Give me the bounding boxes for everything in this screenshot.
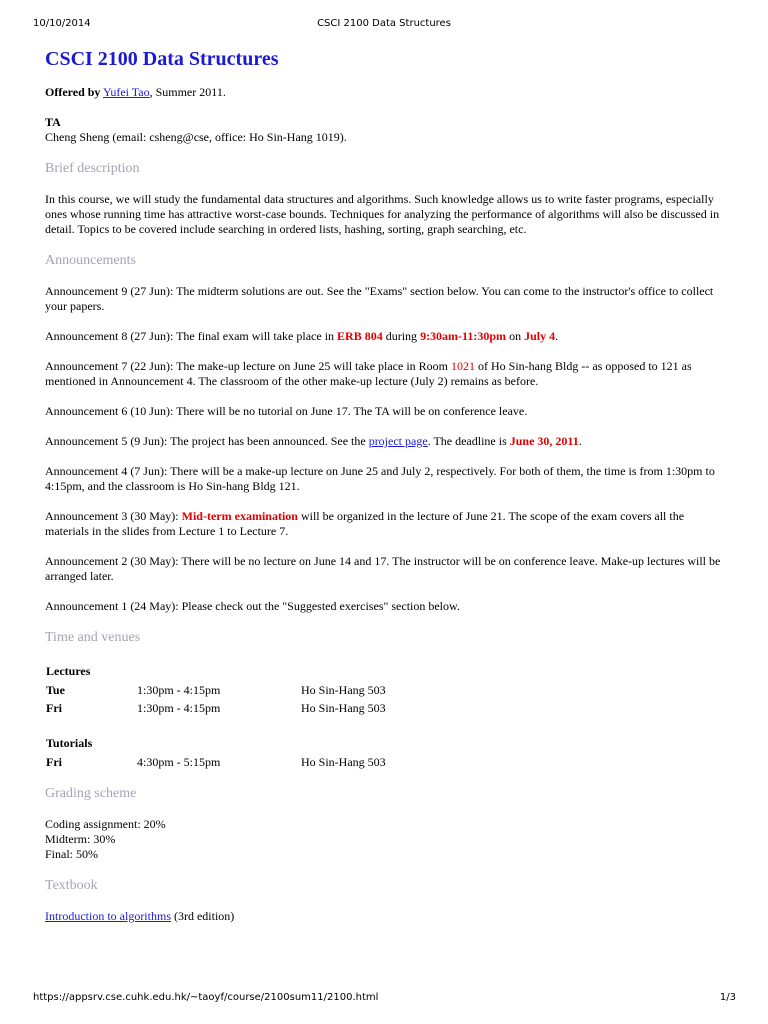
section-time-venues: Time and venues: [45, 630, 141, 645]
offered-label: Offered by: [45, 85, 101, 99]
announcement-9: Announcement 9 (27 Jun): The midterm solutions are out. See the "Exams" section below. You can come to the instructor's office to collect your papers.: [45, 284, 714, 313]
brief-text: In this course, we will study the fundamental data structures and algorithms. Such knowledge allows us to write faster programs, especially ones whose running time has attractive worst-case bounds. Techniques for analyzing the performance of algorithms will also be discussed in detail. Topics to be covered include searching in ordered lists, hashing, sorting, graph searching, etc.: [45, 192, 720, 236]
print-header: [0, 18, 768, 32]
ann8-time: 9:30am-11:30pm: [420, 329, 507, 343]
textbook-link[interactable]: Introduction to algorithms: [45, 909, 171, 923]
schedule-venue: Ho Sin-Hang 503: [301, 700, 386, 715]
announcement-8: [45, 329, 731, 344]
section-brief-description: Brief description: [45, 161, 140, 176]
announcement-2: Announcement 2 (30 May): There will be no lecture on June 14 and 17. The instructor will be on conference leave. Make-up lectures will be arranged later.: [45, 554, 721, 583]
print-footer: [0, 992, 768, 1006]
lectures-table: [46, 661, 386, 717]
ann8-text-3: on: [506, 329, 525, 343]
ann7-text-2: of Ho Sin-hang Bldg -- as opposed to 121 as mentioned in Announcement 4. The classroom of the other make-up lecture (July 2) remains as before.: [45, 359, 692, 388]
tutorials-table: [46, 733, 386, 771]
offered-line: [45, 85, 731, 100]
table-row: [46, 753, 386, 771]
ann3-text: Announcement 3 (30 May):: [45, 509, 182, 523]
project-page-link[interactable]: project page: [368, 434, 428, 448]
section-grading-scheme: Grading scheme: [45, 786, 137, 801]
ann8-text-4: .: [555, 329, 559, 343]
section-announcements: Announcements: [45, 253, 136, 268]
textbook-line: [45, 909, 731, 924]
schedule-venue: Ho Sin-Hang 503: [301, 754, 386, 769]
announcement-1: Announcement 1 (24 May): Please check out the "Suggested exercises" section below.: [45, 599, 460, 613]
ann7-room: 1021: [451, 359, 476, 373]
ann3-midterm: Mid-term examination: [181, 509, 298, 523]
grading-item: Coding assignment: 20%: [45, 817, 166, 831]
ann5-text: Announcement 5 (9 Jun): The project has been announced. See the: [45, 434, 369, 448]
table-row: [46, 699, 386, 717]
page-title: CSCI 2100 Data Structures: [45, 48, 279, 70]
schedule-time: 1:30pm - 4:15pm: [137, 700, 221, 715]
table-row: [46, 681, 386, 699]
ta-text: Cheng Sheng (email: csheng@cse, office: Ho Sin-Hang 1019).: [45, 130, 347, 144]
ann3-text-2: will be organized in the lecture of June 21. The scope of the exam covers all the materials in the slides from Lecture 1 to Lecture 7.: [45, 509, 685, 538]
schedule-day: Fri: [46, 754, 62, 769]
section-textbook: Textbook: [45, 878, 98, 893]
textbook-suffix: (3rd edition): [170, 909, 235, 923]
ann7-text: Announcement 7 (22 Jun): The make-up lecture on June 25 will take place in Room: [45, 359, 452, 373]
ann8-place: ERB 804: [337, 329, 383, 343]
grading-item: Final: 50%: [45, 847, 98, 861]
schedule-day: Tue: [46, 682, 65, 697]
ann8-text: Announcement 8 (27 Jun): The final exam will take place in: [45, 329, 338, 343]
instructor-link[interactable]: Yufei Tao: [103, 85, 150, 99]
ann5-text-3: .: [578, 434, 582, 448]
ann5-text-2: . The deadline is: [427, 434, 510, 448]
tutorials-label: Tutorials: [46, 735, 93, 750]
schedule-time: 1:30pm - 4:15pm: [137, 682, 221, 697]
print-title: CSCI 2100 Data Structures: [317, 18, 451, 29]
announcement-5: [45, 434, 731, 449]
announcement-6: Announcement 6 (10 Jun): There will be no tutorial on June 17. The TA will be on conference leave.: [45, 404, 528, 418]
schedule-time: 4:30pm - 5:15pm: [137, 754, 221, 769]
ann5-deadline: June 30, 2011: [509, 434, 579, 448]
print-date: 10/10/2014: [33, 18, 91, 29]
ann8-date: July 4: [524, 329, 556, 343]
page-content: [45, 46, 731, 939]
grading-list: [45, 817, 731, 862]
schedule-venue: Ho Sin-Hang 503: [301, 682, 386, 697]
announcement-4: Announcement 4 (7 Jun): There will be a make-up lecture on June 25 and July 2, respectively. For both of them, the time is from 1:30pm to 4:15pm, and the classroom is Ho Sin-hang Bldg 121.: [45, 464, 715, 493]
grading-item: Midterm: 30%: [45, 832, 116, 846]
offered-suffix: , Summer 2011.: [149, 85, 226, 99]
ta-heading: TA: [45, 115, 61, 129]
announcement-7: [45, 359, 731, 389]
print-page-number: 1/3: [719, 992, 736, 1003]
lectures-label: Lectures: [46, 663, 91, 678]
ann8-text-2: during: [382, 329, 421, 343]
print-url: https://appsrv.cse.cuhk.edu.hk/~taoyf/course/2100sum11/2100.html: [33, 992, 379, 1003]
schedule-day: Fri: [46, 700, 62, 715]
announcement-3: [45, 509, 731, 539]
